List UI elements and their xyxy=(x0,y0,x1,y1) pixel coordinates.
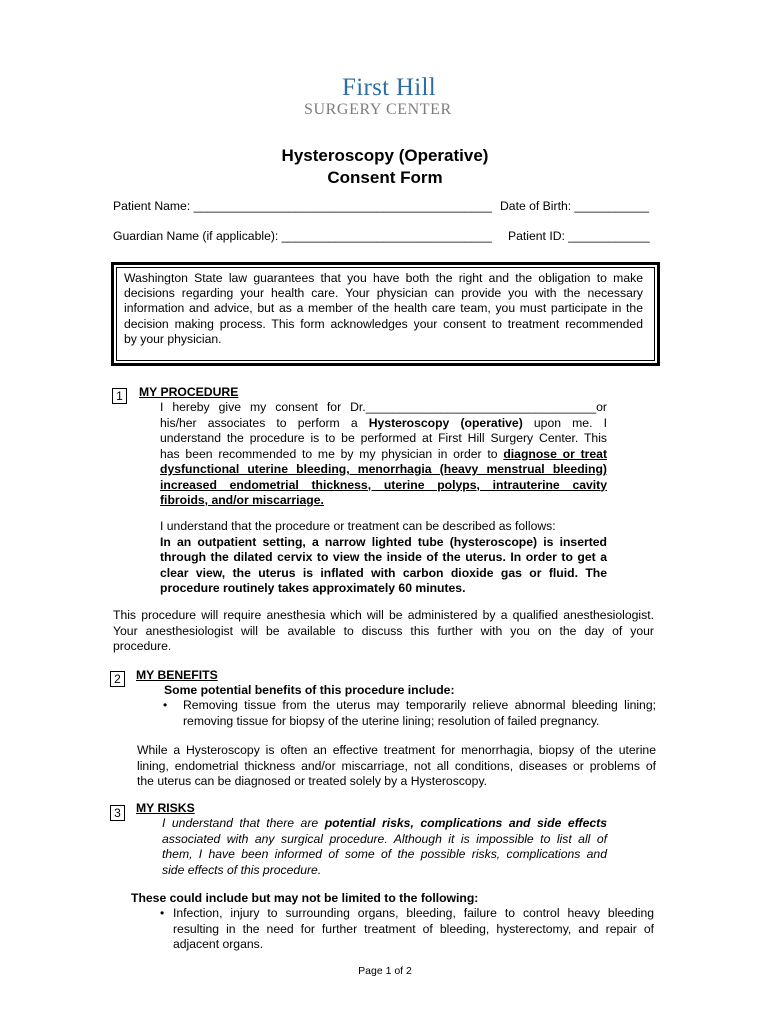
diagnosis-line: fibroids, and/or miscarriage. xyxy=(160,493,324,507)
risk-line: Infection, injury to surrounding organs, bleeding, failure to control heavy bleeding xyxy=(173,906,654,920)
notice-text xyxy=(124,271,643,347)
anesthesia-line: Your anesthesiologist will be available to discuss this further with you on the day of your xyxy=(113,623,654,638)
description-line: clear view, the uterus is inflated with carbon dioxide gas or fluid. The xyxy=(160,565,607,580)
notice-line: by your physician. xyxy=(124,331,222,346)
page-title: Hysteroscopy (Operative) xyxy=(281,146,489,165)
anesthesia-paragraph xyxy=(113,608,654,655)
procedure-description xyxy=(160,519,607,597)
procedure-name: Hysteroscopy (operative) xyxy=(368,415,523,430)
procedure-text xyxy=(160,400,607,509)
text-span: upon me. I xyxy=(522,415,607,430)
dob-field: Date of Birth: ___________ xyxy=(500,199,650,213)
text-span: I understand that there are xyxy=(162,816,325,830)
procedure-line xyxy=(160,416,607,432)
bullet-icon: • xyxy=(160,906,165,920)
section-number-2: 2 xyxy=(110,671,125,687)
procedure-line: understand the procedure is to be performed at First Hill Surgery Center. This xyxy=(160,431,607,445)
notice-box xyxy=(111,262,660,366)
text-span: his/her associates to perform a xyxy=(160,415,369,430)
section-heading-benefits: MY BENEFITS xyxy=(136,668,218,682)
risks-emphasis: potential risks, complications and side effects xyxy=(324,816,607,830)
page-number: Page 1 of 2 xyxy=(358,965,412,977)
risks-line: them, I have been informed of some of the possible risks, complications and xyxy=(162,847,607,861)
benefits-line: the uterus can be diagnosed or treated solely by a Hysteroscopy. xyxy=(137,774,488,788)
section-heading-procedure: MY PROCEDURE xyxy=(139,385,239,399)
benefit-item xyxy=(183,698,656,729)
risks-line: associated with any surgical procedure. Although it is impossible to list all of xyxy=(162,831,607,846)
risk-item xyxy=(173,906,654,953)
notice-line: decision making process. This form acknowledges your consent to treatment recommended xyxy=(124,316,643,331)
notice-line: Washington State law guarantees that you have both the right and the obligation to make xyxy=(124,271,643,285)
description-line: procedure routinely takes approximately 60 minutes. xyxy=(160,581,466,595)
section-heading-risks: MY RISKS xyxy=(136,801,195,815)
section-number-3: 3 xyxy=(110,805,125,821)
logo-line-1: First Hill xyxy=(342,74,436,101)
diagnosis-text: diagnose or treat xyxy=(503,446,607,461)
anesthesia-line: This procedure will require anesthesia which will be administered by a qualified anesthesiologist. xyxy=(113,608,654,622)
patient-id-field: Patient ID: ____________ xyxy=(508,229,650,243)
procedure-line: I hereby give my consent for Dr.__________________________________or xyxy=(160,400,607,414)
description-intro: I understand that the procedure or treatment can be described as follows: xyxy=(160,519,556,533)
diagnosis-line: increased endometrial thickness, uterine polyps, intrauterine cavity xyxy=(160,477,607,492)
description-line: In an outpatient setting, a narrow lighted tube (hysteroscope) is inserted xyxy=(160,534,607,549)
diagnosis-line: dysfunctional uterine bleeding, menorrhagia (heavy menstrual bleeding) xyxy=(160,462,607,476)
risks-line: side effects of this procedure. xyxy=(162,862,322,877)
benefits-line: While a Hysteroscopy is often an effective treatment for menorrhagia, biopsy of the uterine xyxy=(137,743,656,757)
description-line: through the dilated cervix to view the inside of the uterus. In order to get a xyxy=(160,550,607,564)
risk-line: resulting in the need for further treatment of bleeding, hysterectomy, and repair of xyxy=(173,921,654,936)
text-span: has been recommended to me by my physician in order to xyxy=(160,446,504,461)
page-subtitle: Consent Form xyxy=(327,168,443,187)
risk-line: adjacent organs. xyxy=(173,937,264,951)
benefits-line: lining, endometrial thickness and/or miscarriage, not all conditions, diseases or problems of xyxy=(137,758,656,773)
risks-include-heading: These could include but may not be limited to the following: xyxy=(131,891,479,905)
bullet-icon: • xyxy=(163,698,168,712)
benefit-line: removing tissue for biopsy of the uterine lining; resolution of failed pregnancy. xyxy=(183,713,600,728)
notice-line: decisions regarding your health care. Your physician can provide you with the necessary xyxy=(124,286,643,301)
benefits-subheading: Some potential benefits of this procedure include: xyxy=(164,683,455,697)
benefits-paragraph xyxy=(137,743,656,790)
benefit-line: Removing tissue from the uterus may temporarily relieve abnormal bleeding lining; xyxy=(183,698,656,712)
guardian-name-field: Guardian Name (if applicable): _______________________________ xyxy=(113,229,492,243)
procedure-line xyxy=(160,447,607,463)
risks-line xyxy=(162,816,607,832)
risks-text xyxy=(162,816,607,878)
patient-name-field: Patient Name: ____________________________________________ xyxy=(113,199,492,213)
logo-line-2: SURGERY CENTER xyxy=(304,101,452,118)
section-number-1: 1 xyxy=(112,388,127,404)
anesthesia-line: procedure. xyxy=(113,639,172,653)
notice-line: information and advice, but as a member of the health care team, you must participate in the xyxy=(124,301,643,316)
